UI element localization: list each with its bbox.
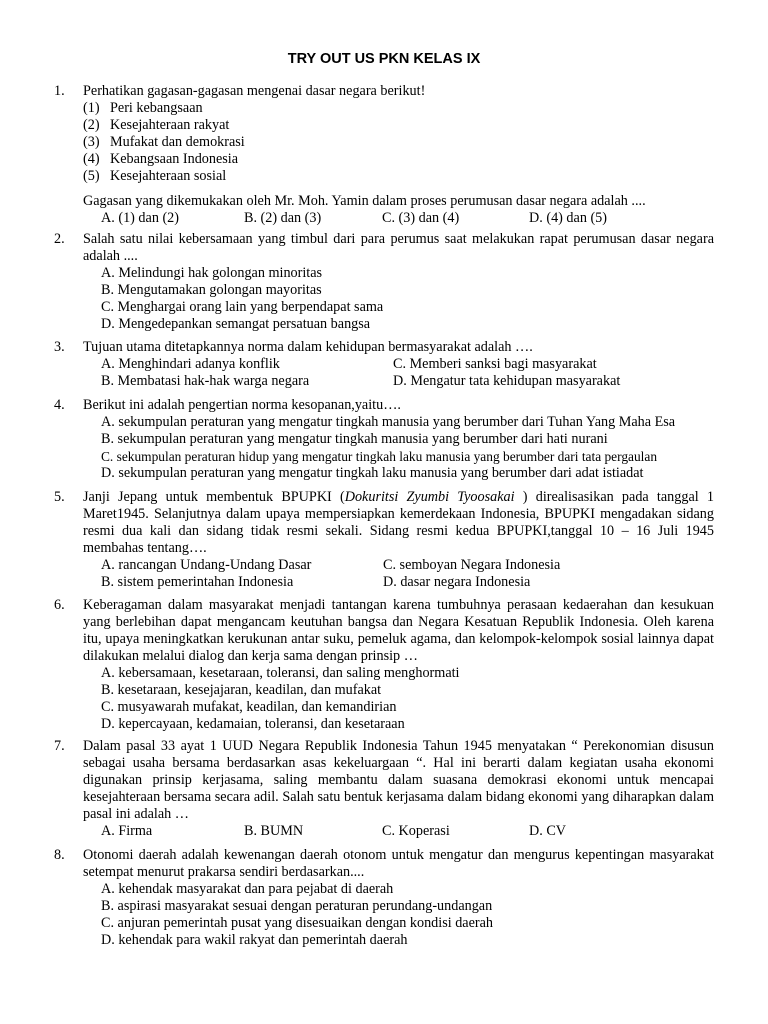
answer-option[interactable]: D. CV: [529, 823, 567, 839]
question-number: 7.: [54, 738, 65, 754]
question-number: 8.: [54, 847, 65, 863]
question-number: 4.: [54, 397, 65, 413]
answer-option[interactable]: A. sekumpulan peraturan yang mengatur tingkah manusia yang berumber dari Tuhan Yang Maha Esa: [101, 414, 676, 430]
list-item: (2) Kesejahteraan rakyat: [83, 117, 230, 133]
answer-option[interactable]: A. (1) dan (2): [101, 210, 180, 226]
answer-options: [83, 356, 714, 390]
answer-option[interactable]: A. kehendak masyarakat dan para pejabat di daerah: [101, 881, 394, 897]
question-number: 3.: [54, 339, 65, 355]
answer-option[interactable]: A. kebersamaan, kesetaraan, toleransi, dan saling menghormati: [101, 665, 460, 681]
question-text: Salah satu nilai kebersamaan yang timbul dari para perumus saat melakukan rapat perumusan dasar negara adalah ....: [83, 231, 714, 264]
answer-options: [83, 665, 714, 733]
list-item: (1) Peri kebangsaan: [83, 100, 203, 116]
answer-option[interactable]: B. aspirasi masyarakat sesuai dengan peraturan perundang-undangan: [101, 898, 493, 914]
question-5: [54, 489, 714, 591]
answer-option[interactable]: A. rancangan Undang-Undang Dasar: [101, 557, 312, 573]
answer-option[interactable]: C. anjuran pemerintah pusat yang disesuaikan dengan kondisi daerah: [101, 915, 494, 931]
question-6: [54, 597, 714, 733]
list-item: (3) Mufakat dan demokrasi: [83, 134, 245, 150]
question-7: [54, 738, 714, 840]
question-number: 6.: [54, 597, 65, 613]
question-number: 1.: [54, 83, 65, 99]
answer-option[interactable]: C. Koperasi: [382, 823, 450, 839]
answer-option[interactable]: D. dasar negara Indonesia: [383, 574, 531, 590]
question-text: Tujuan utama ditetapkannya norma dalam kehidupan bermasyarakat adalah ….: [83, 339, 533, 355]
answer-option[interactable]: B. sekumpulan peraturan yang mengatur tingkah manusia yang berumber dari hati nurani: [101, 431, 608, 447]
answer-option[interactable]: B. sistem pemerintahan Indonesia: [101, 574, 294, 590]
answer-option[interactable]: A. Melindungi hak golongan minoritas: [101, 265, 323, 281]
answer-option[interactable]: B. Membatasi hak-hak warga negara: [101, 373, 310, 389]
answer-option[interactable]: B. BUMN: [244, 823, 304, 839]
answer-option[interactable]: A. Firma: [101, 823, 153, 839]
answer-option[interactable]: C. Memberi sanksi bagi masyarakat: [393, 356, 597, 372]
answer-options: [83, 210, 714, 227]
answer-option[interactable]: D. kehendak para wakil rakyat dan pemerintah daerah: [101, 932, 408, 948]
answer-option[interactable]: B. Mengutamakan golongan mayoritas: [101, 282, 322, 298]
answer-options: [83, 414, 714, 482]
question-text: Berikut ini adalah pengertian norma kesopanan,yaitu….: [83, 397, 401, 413]
answer-option[interactable]: C. Menghargai orang lain yang berpendapat sama: [101, 299, 384, 315]
question-text: Dalam pasal 33 ayat 1 UUD Negara Republik Indonesia Tahun 1945 menyatakan “ Perekonomian disusun sebagai usaha bersama berdasarkan asas kekeluargaan “. Hal ini berarti dalam kegiatan usaha ekonomi digunakan prinsip kerjasama, saling membantu dalam suasana demokrasi ekonomi untuk mencapai kesejahteraan bersama secara adil. Salah satu bentuk kerjasama dalam bidang ekonomi yang diharapkan dalam pasal ini adalah …: [83, 738, 714, 822]
question-text: Perhatikan gagasan-gagasan mengenai dasar negara berikut!: [83, 83, 426, 99]
answer-option[interactable]: D. Mengatur tata kehidupan masyarakat: [393, 373, 621, 389]
question-2: [54, 231, 714, 333]
question-4: [54, 397, 714, 482]
answer-option[interactable]: C. semboyan Negara Indonesia: [383, 557, 561, 573]
answer-option[interactable]: C. musyawarah mufakat, keadilan, dan kemandirian: [101, 699, 397, 715]
answer-option[interactable]: B. (2) dan (3): [244, 210, 322, 226]
answer-options: [83, 823, 714, 840]
answer-option[interactable]: D. kepercayaan, kedamaian, toleransi, dan kesetaraan: [101, 716, 405, 732]
answer-options: [83, 557, 714, 591]
answer-option[interactable]: C. (3) dan (4): [382, 210, 460, 226]
list-item: (5) Kesejahteraan sosial: [83, 168, 227, 184]
question-text: Keberagaman dalam masyarakat menjadi tantangan karena tumbuhnya perasaan kedaerahan dan kesukuan yang berlebihan dapat mengancam keutuhan bangsa dan Negara Kesatuan Republik Indonesia. Oleh karena itu, upaya meningkatkan kerukunan antar suku, pemeluk agama, dan kelompok-kelompok sosial lainnya dapat dilakukan melalui dialog dan kerja sama dengan prinsip …: [83, 597, 714, 664]
answer-options: [83, 881, 714, 949]
answer-option[interactable]: D. sekumpulan peraturan yang mengatur tingkah laku manusia yang berumber dari adat istiadat: [101, 465, 644, 481]
question-text: Otonomi daerah adalah kewenangan daerah otonom untuk mengatur dan mengurus kepentingan masyarakat setempat menurut prakarsa sendiri berdasarkan....: [83, 847, 714, 880]
question-text: Janji Jepang untuk membentuk BPUPKI (Dokuritsi Zyumbi Tyoosakai ) direalisasikan pada tanggal 1 Maret1945. Selanjutnya dalam upaya mempersiapkan kemerdekaan Indonesia, BPUPKI mengadakan sidang resmi dua kali dan sidang tidak resmi sekali. Sidang resmi kedua BPUPKI,tanggal 10 – 16 Juli 1945 membahas tentang….: [83, 489, 714, 556]
answer-option[interactable]: B. kesetaraan, kesejajaran, keadilan, dan mufakat: [101, 682, 382, 698]
answer-option[interactable]: D. (4) dan (5): [529, 210, 608, 226]
question-3: [54, 339, 714, 390]
question-8: [54, 847, 714, 949]
answer-options: [83, 265, 714, 333]
question-number: 2.: [54, 231, 65, 247]
question-1: [54, 83, 714, 227]
question-prompt: Gagasan yang dikemukakan oleh Mr. Moh. Yamin dalam proses perumusan dasar negara adalah ....: [83, 193, 646, 209]
answer-option[interactable]: D. Mengedepankan semangat persatuan bangsa: [101, 316, 371, 332]
list-item: (4) Kebangsaan Indonesia: [83, 151, 239, 167]
answer-option[interactable]: A. Menghindari adanya konflik: [101, 356, 280, 372]
answer-option[interactable]: C. sekumpulan peraturan hidup yang mengatur tingkah laku manusia yang berumber dari tata pergaulan: [101, 449, 658, 464]
page-title: TRY OUT US PKN KELAS IX: [287, 51, 481, 67]
question-number: 5.: [54, 489, 65, 505]
